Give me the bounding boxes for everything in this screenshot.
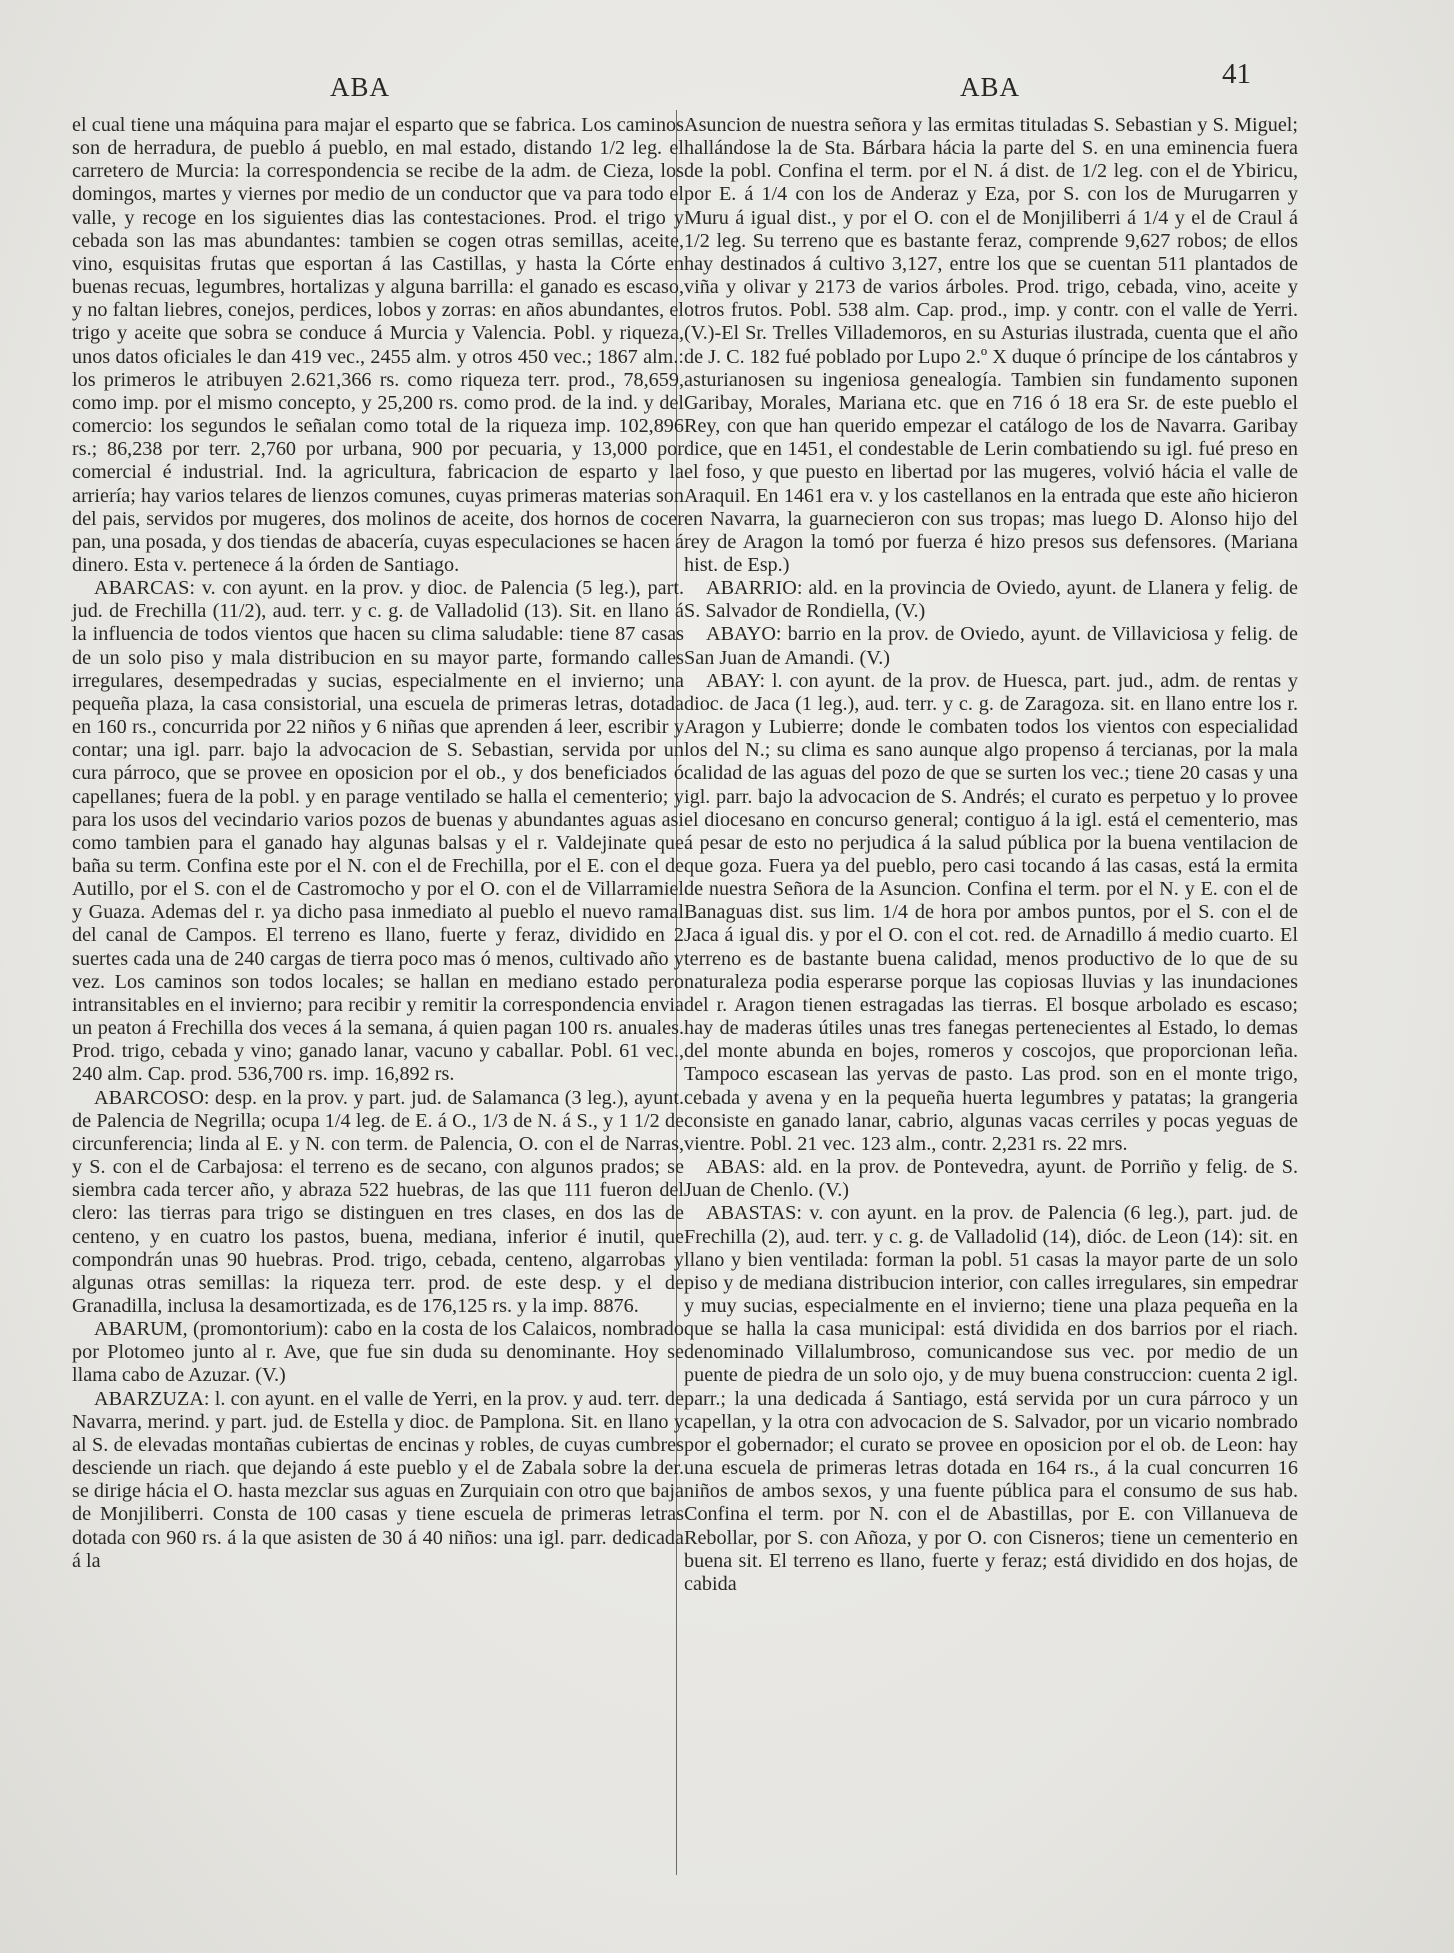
paragraph-continuation: el cual tiene una máquina para majar el esparto que se fabrica. Los caminos son de herradura, de pueblo á pueblo, en mal estado, distando 1/2 leg. el carretero de Murcia: la correspondencia se recibe de la adm. de Cieza, los domingos, martes y viernes por medio de un conductor que va para todo el valle, y recoge en los siguientes dias las contestaciones. Prod. el trigo y cebada son las mas abundantes: tambien se cogen otras semillas, aceite, vino, esquisitas frutas que esportan á las Castillas, y hasta la Córte en buenas recuas, legumbres, hortalizas y alguna barrilla: el ganado es escaso, y no faltan liebres, conejos, perdices, lobos y zorras: en años abundantes, el trigo y aceite que sobra se conduce á Murcia y Valencia. Pobl. y riqueza, unos datos oficiales le dan 419 vec., 2455 alm. y otros 450 vec.; 1867 alm.: los primeros le atribuyen 2.621,366 rs. como riqueza terr. prod., 78,659, como imp. por el mismo concepto, y 25,200 rs. como prod. de la ind. y del comercio: los segundos le señalan como total de la riqueza imp. 102,896 rs.; 86,238 por terr. 2,760 por urbana, 900 por pecuaria, y 13,000 por comercial é industrial. Ind. la agricultura, fabricacion de esparto y la arriería; hay varios telares de lienzos comunes, cuyas primeras materias son del pais, servidos por mugeres, dos molinos de aceite, dos hornos de cocer pan, una posada, y dos tiendas de abacería, cuyas especulaciones se hacen á dinero. Esta v. pertenece á la órden de Santiago. <box>72 114 684 576</box>
entry-abayo: ABAYO: barrio en la prov. de Oviedo, ayunt. de Villaviciosa y felig. de San Juan de Amandi. (V.) <box>684 623 1298 669</box>
page-number: 41 <box>1222 58 1251 90</box>
left-column <box>72 114 684 1573</box>
right-running-head: ABA <box>960 72 1021 102</box>
entry-abarum: ABARUM, (promontorium): cabo en la costa de los Calaicos, nombrado por Plotomeo junto al r. Ave, que fue sin duda su denominante. Hoy se llama cabo de Azuzar. (V.) <box>72 1318 684 1387</box>
right-column <box>684 114 1298 1596</box>
paragraph-continuation-abarzuza: Asuncion de nuestra señora y las ermitas tituladas S. Sebastian y S. Miguel; hallándose la de Sta. Bárbara hácia la parte del S. en una eminencia fuera de la pobl. Confina el term. por el N. á dist. de 1/2 leg. con el de Ybiricu, por E. á 1/4 con los de Anderaz y Eza, por S. con los de Murugarren y Muru á igual dist., y por el O. con el de Monjiliberri á 1/4 y el de Craul á 1/2 leg. Su terreno que es bastante feraz, comprende 9,627 robos; de ellos hay destinados á cultivo 3,127, entre los que se cuentan 511 plantados de viña y olivar y 2173 de varios árboles. Prod. trigo, cebada, vino, aceite y otros frutos. Pobl. 538 alm. Cap. prod., imp. y contr. con el valle de Yerri. (V.)-El Sr. Trelles Villademoros, en su Asturias ilustrada, cuenta que el año de J. C. 182 fué poblado por Lupo 2.º X duque ó príncipe de los cántabros y asturianosen su ingeniosa genealogía. Tambien sin fundamento suponen Garibay, Morales, Mariana etc. que en 716 ó 18 era Sr. de este pueblo el Rey, con que han querido empezar el catálogo de los de Navarra. Garibay dice, que en 1451, el condestable de Lerin combatiendo su igl. fué preso en el foso, y que puesto en libertad por las mugeres, volvió hácia el valle de Araquil. En 1461 era v. y los castellanos en la entrada que este año hicieron en Navarra, la guarnecieron con sus tropas; mas luego D. Alonso hijo del rey de Aragon la tomó por fuerza é hizo presos sus defensores. (Mariana hist. de Esp.) <box>684 114 1298 576</box>
entry-abarzuza: ABARZUZA: l. con ayunt. en el valle de Yerri, en la prov. y aud. terr. de Navarra, merind. y part. jud. de Estella y dioc. de Pamplona. Sit. en llano y al S. de elevadas montañas cubiertas de encinas y robles, de cuyas cumbres desciende un riach. que dejando á este pueblo y el de Zabala sobre la der. se dirige hácia el O. hasta mezclar sus aguas en Zurquiain con otro que baja de Monjiliberri. Consta de 100 casas y tiene escuela de primeras letras dotada con 960 rs. á la que asisten de 30 á 40 niños: una igl. parr. dedicada á la <box>72 1387 684 1572</box>
entry-abay: ABAY: l. con ayunt. de la prov. de Huesca, part. jud., adm. de rentas y dioc. de Jaca (1 leg.), aud. terr. y c. g. de Zaragoza. sit. en llano entre los r. Aragon y Lubierre; donde le combaten todos los vientos con especialidad los del N.; su clima es sano aunque algo propenso á tercianas, por la mala calidad de las aguas del pozo de que se surten los vec.; tiene 20 casas y una igl. parr. bajo la advocacion de S. Andrés; el curato es perpetuo y lo provee el diocesano en concurso general; contiguo á la igl. está el cementerio, mas á pesar de esto no perjudica á la salud pública por la buena ventilacion de que goza. Fuera ya del pueblo, pero casi tocando á las casas, está la ermita de nuestra Señora de la Asuncion. Confina el term. por el N. y E. con el de Banaguas dist. sus lim. 1/4 de hora por ambos puntos, por el S. con el de Jaca á igual dis. y por el O. con el cot. red. de Arnadillo á medio cuarto. El terreno es de bastante buena calidad, menos productivo de lo que de su naturaleza podia esperarse porque las copiosas lluvias y las inundaciones del r. Aragon tienen estragadas las tierras. El bosque arbolado es escaso; hay de maderas útiles unas tres fanegas pertenecientes al Estado, lo demas del monte abunda en bojes, romeros y coscojos, que proporcionan leña. Tampoco escasean las yervas de pasto. Las prod. son en el monte trigo, cebada y avena y en la pequeña huerta legumbres y patatas; la grangeria consiste en ganado lanar, cabrio, algunas vacas cerriles y pocas yeguas de vientre. Pobl. 21 vec. 123 alm., contr. 2,231 rs. 22 mrs. <box>684 669 1298 1155</box>
entry-abas: ABAS: ald. en la prov. de Pontevedra, ayunt. de Porriño y felig. de S. Juan de Chenlo. (V.) <box>684 1156 1298 1202</box>
entry-abarrio: ABARRIO: ald. en la provincia de Oviedo, ayunt. de Llanera y felig. de S. Salvador de Rondiella, (V.) <box>684 577 1298 623</box>
entry-abarcas: ABARCAS: v. con ayunt. en la prov. y dioc. de Palencia (5 leg.), part. jud. de Frechilla (11/2), aud. terr. y c. g. de Valladolid (13). Sit. en llano á la influencia de todos vientos que hacen su clima saludable: tiene 87 casas de un solo piso y mala distribucion en su mayor parte, formando calles irregulares, desempedradas y sucias, especialmente en el invierno; una pequeña plaza, la casa consistorial, una escuela de primeras letras, dotada en 160 rs., concurrida por 22 niños y 6 niñas que aprenden á leer, escribir y contar; una igl. parr. bajo la advocacion de S. Sebastian, servida por un cura párroco, que se provee en oposicion por el ob., y dos beneficiados ó capellanes; fuera de la pobl. y en parage ventilado se halla el cementerio; y para los usos del vecindario varios pozos de buenas y abundantes aguas asi como tambien para el ganado hay algunas balsas y el r. Valdejinate que baña su term. Confina este por el N. con el de Frechilla, por el E. con el de Autillo, por el S. con el de Castromocho y por el O. con el de Villarramiel y Guaza. Ademas del r. ya dicho pasa inmediato al pueblo el nuevo ramal del canal de Campos. El terreno es llano, fuerte y feraz, dividido en 2 suertes cada una de 240 cargas de tierra poco mas ó menos, cultivado año y vez. Los caminos son todos locales; se hallan en mediano estado pero intransitables en el invierno; para recibir y remitir la correspondencia envia un peaton á Frechilla dos veces á la semana, á quien pagan 100 rs. anuales. Prod. trigo, cebada y vino; ganado lanar, vacuno y caballar. Pobl. 61 vec., 240 alm. Cap. prod. 536,700 rs. imp. 16,892 rs. <box>72 577 684 1086</box>
left-running-head: ABA <box>330 72 391 102</box>
entry-abastas: ABASTAS: v. con ayunt. en la prov. de Palencia (6 leg.), part. jud. de Frechilla (2), aud. terr. y c. g. de Valladolid (14), dióc. de Leon (14): sit. en llano y bien ventilada: forman la pobl. 51 casas la mayor parte de un solo piso y de mediana distribucion interior, con calles irregulares, sin empedrar y muy sucias, especialmente en el invierno; tiene una plaza pequeña en la que se halla la casa municipal: está dividida en dos barrios por el riach. denominado Villalumbroso, comunicandose sus vec. por medio de un puente de piedra de un solo ojo, y de muy buena construccion: cuenta 2 igl. parr.; la una dedicada á Santiago, está servida por un cura párroco y un capellan, y la otra con advocacion de S. Salvador, por un vicario nombrado por el gobernador; el curato se provee en oposicion por el ob. de Leon: hay una escuela de primeras letras dotada en 164 rs., á la cual concurren 16 niños de ambos sexos, y una fuente pública para el consumo de sus hab. Confina el term. por N. con el de Abastillas, por E. con Villanueva de Rebollar, por S. con Añoza, y por O. con Cisneros; tiene un cementerio en buena sit. El terreno es llano, fuerte y feraz; está dividido en dos hojas, de cabida <box>684 1202 1298 1595</box>
entry-abarcoso: ABARCOSO: desp. en la prov. y part. jud. de Salamanca (3 leg.), ayunt. de Palencia de Negrilla; ocupa 1/4 leg. de E. á O., 1/3 de N. á S., y 1 1/2 de circunferencia; linda al E. y N. con term. de Palencia, O. con el de Narras, y S. con el de Carbajosa: el terreno es de secano, con algunos prados; se siembra cada tercer año, y abraza 522 huebras, de las que 111 fueron del clero: las tierras para trigo se distinguen en tres clases, en dos las de centeno, y en cuatro los pastos, buena, mediana, inferior é inutil, que compondrán unas 90 huebras. Prod. trigo, cebada, centeno, algarrobas y algunas otras semillas: la riqueza terr. prod. de este desp. y el de Granadilla, inclusa la desamortizada, es de 176,125 rs. y la imp. 8876. <box>72 1086 684 1317</box>
